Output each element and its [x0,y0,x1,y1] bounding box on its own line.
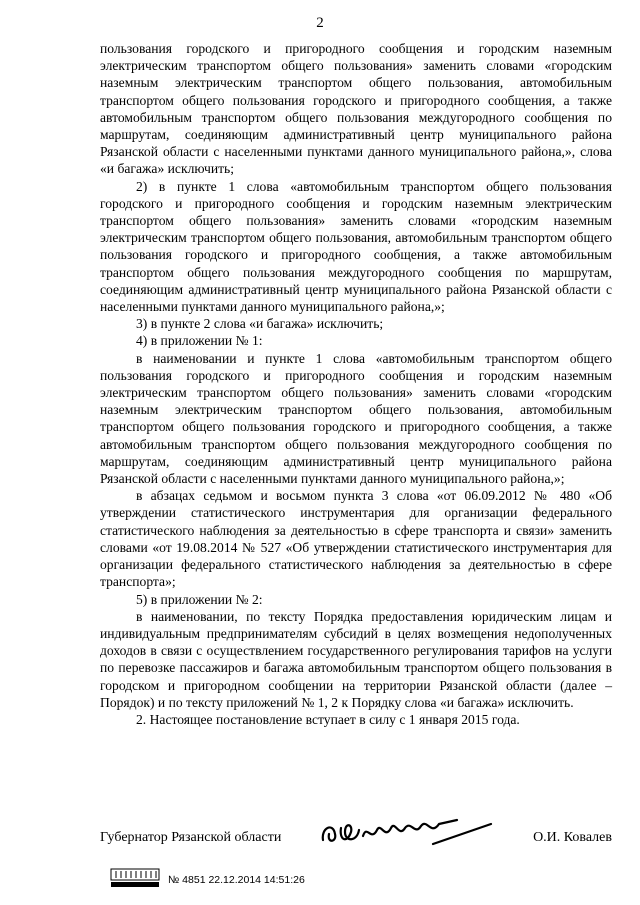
signatory-name: О.И. Ковалев [533,830,612,845]
paragraph-6: в абзацах седьмом и восьмом пункта 3 слова «от 06.09.2012 № 480 «Об утверждении статистического инструментария для организации федерального статистического наблюдения за деятельностью в сфере транспорта и связи» заменить словами «от 19.08.2014 № 527 «Об утверждении статистического инструментария для организации федерального статистического наблюдения за деятельностью в сфере транспорта»; [100,488,612,590]
handwritten-signature [315,814,495,854]
document-body [100,40,612,728]
page-number: 2 [316,15,324,31]
tezis-logo-icon [110,866,160,888]
paragraph-1: пользования городского и пригородного сообщения и городским наземным электрическим транспортом общего пользования» заменить словами «городским наземным электрическим транспортом общего пользования, автомобильным транспортом общего пользования городского и пригородного сообщения, а также автомобильным транспортом общего пользования междугородного сообщения по маршрутам, соединяющим административный центр муниципального района Рязанской области с населенными пунктами данного муниципального района,», слова «и багажа» исключить; [100,41,612,177]
paragraph-2: 2) в пункте 1 слова «автомобильным транспортом общего пользования городского и пригородного сообщения и городским наземным электрическим транспортом общего пользования» заменить словами «городским наземным электрическим транспортом общего пользования, автомобильным транспортом общего пользования городского и пригородного сообщения, а также автомобильным транспортом общего пользования междугородного сообщения по маршрутам, соединяющим административный центр муниципального района Рязанской области с населенными пунктами данного муниципального района,»; [100,178,612,315]
paragraph-3: 3) в пункте 2 слова «и багажа» исключить; [136,316,384,332]
paragraph-5: в наименовании и пункте 1 слова «автомобильным транспортом общего пользования городского и пригородного сообщения и городским наземным электрическим транспортом общего пользования» заменить словами «городским наземным электрическим транспортом общего пользования, автомобильным транспортом общего пользования городского и пригородного сообщения, а также автомобильным транспортом общего пользования междугородного сообщения по маршрутам, соединяющим административный центр муниципального района Рязанской области с населенными пунктами данного муниципального района,»; [100,350,612,487]
signature-row [100,822,612,862]
stamp-registration-text: № 4851 22.12.2014 14:51:26 [168,874,305,886]
paragraph-8: в наименовании, по тексту Порядка предоставления юридическим лицам и индивидуальным предпринимателям субсидий в целях возмещения недополученных доходов в связи с осуществлением государственного регулирования тарифов на услуги по перевозке пассажиров и багажа автомобильным транспортом общего пользования в городском и пригородном сообщении на территории Рязанской области (далее – Порядок) и по тексту приложений № 1, 2 к Порядку слова «и багажа» исключить. [100,608,612,710]
signatory-title: Губернатор Рязанской области [100,830,282,845]
paragraph-4: 4) в приложении № 1: [136,333,263,349]
paragraph-9: 2. Настоящее постановление вступает в силу с 1 января 2015 года. [136,711,520,727]
paragraph-7: 5) в приложении № 2: [136,591,263,607]
